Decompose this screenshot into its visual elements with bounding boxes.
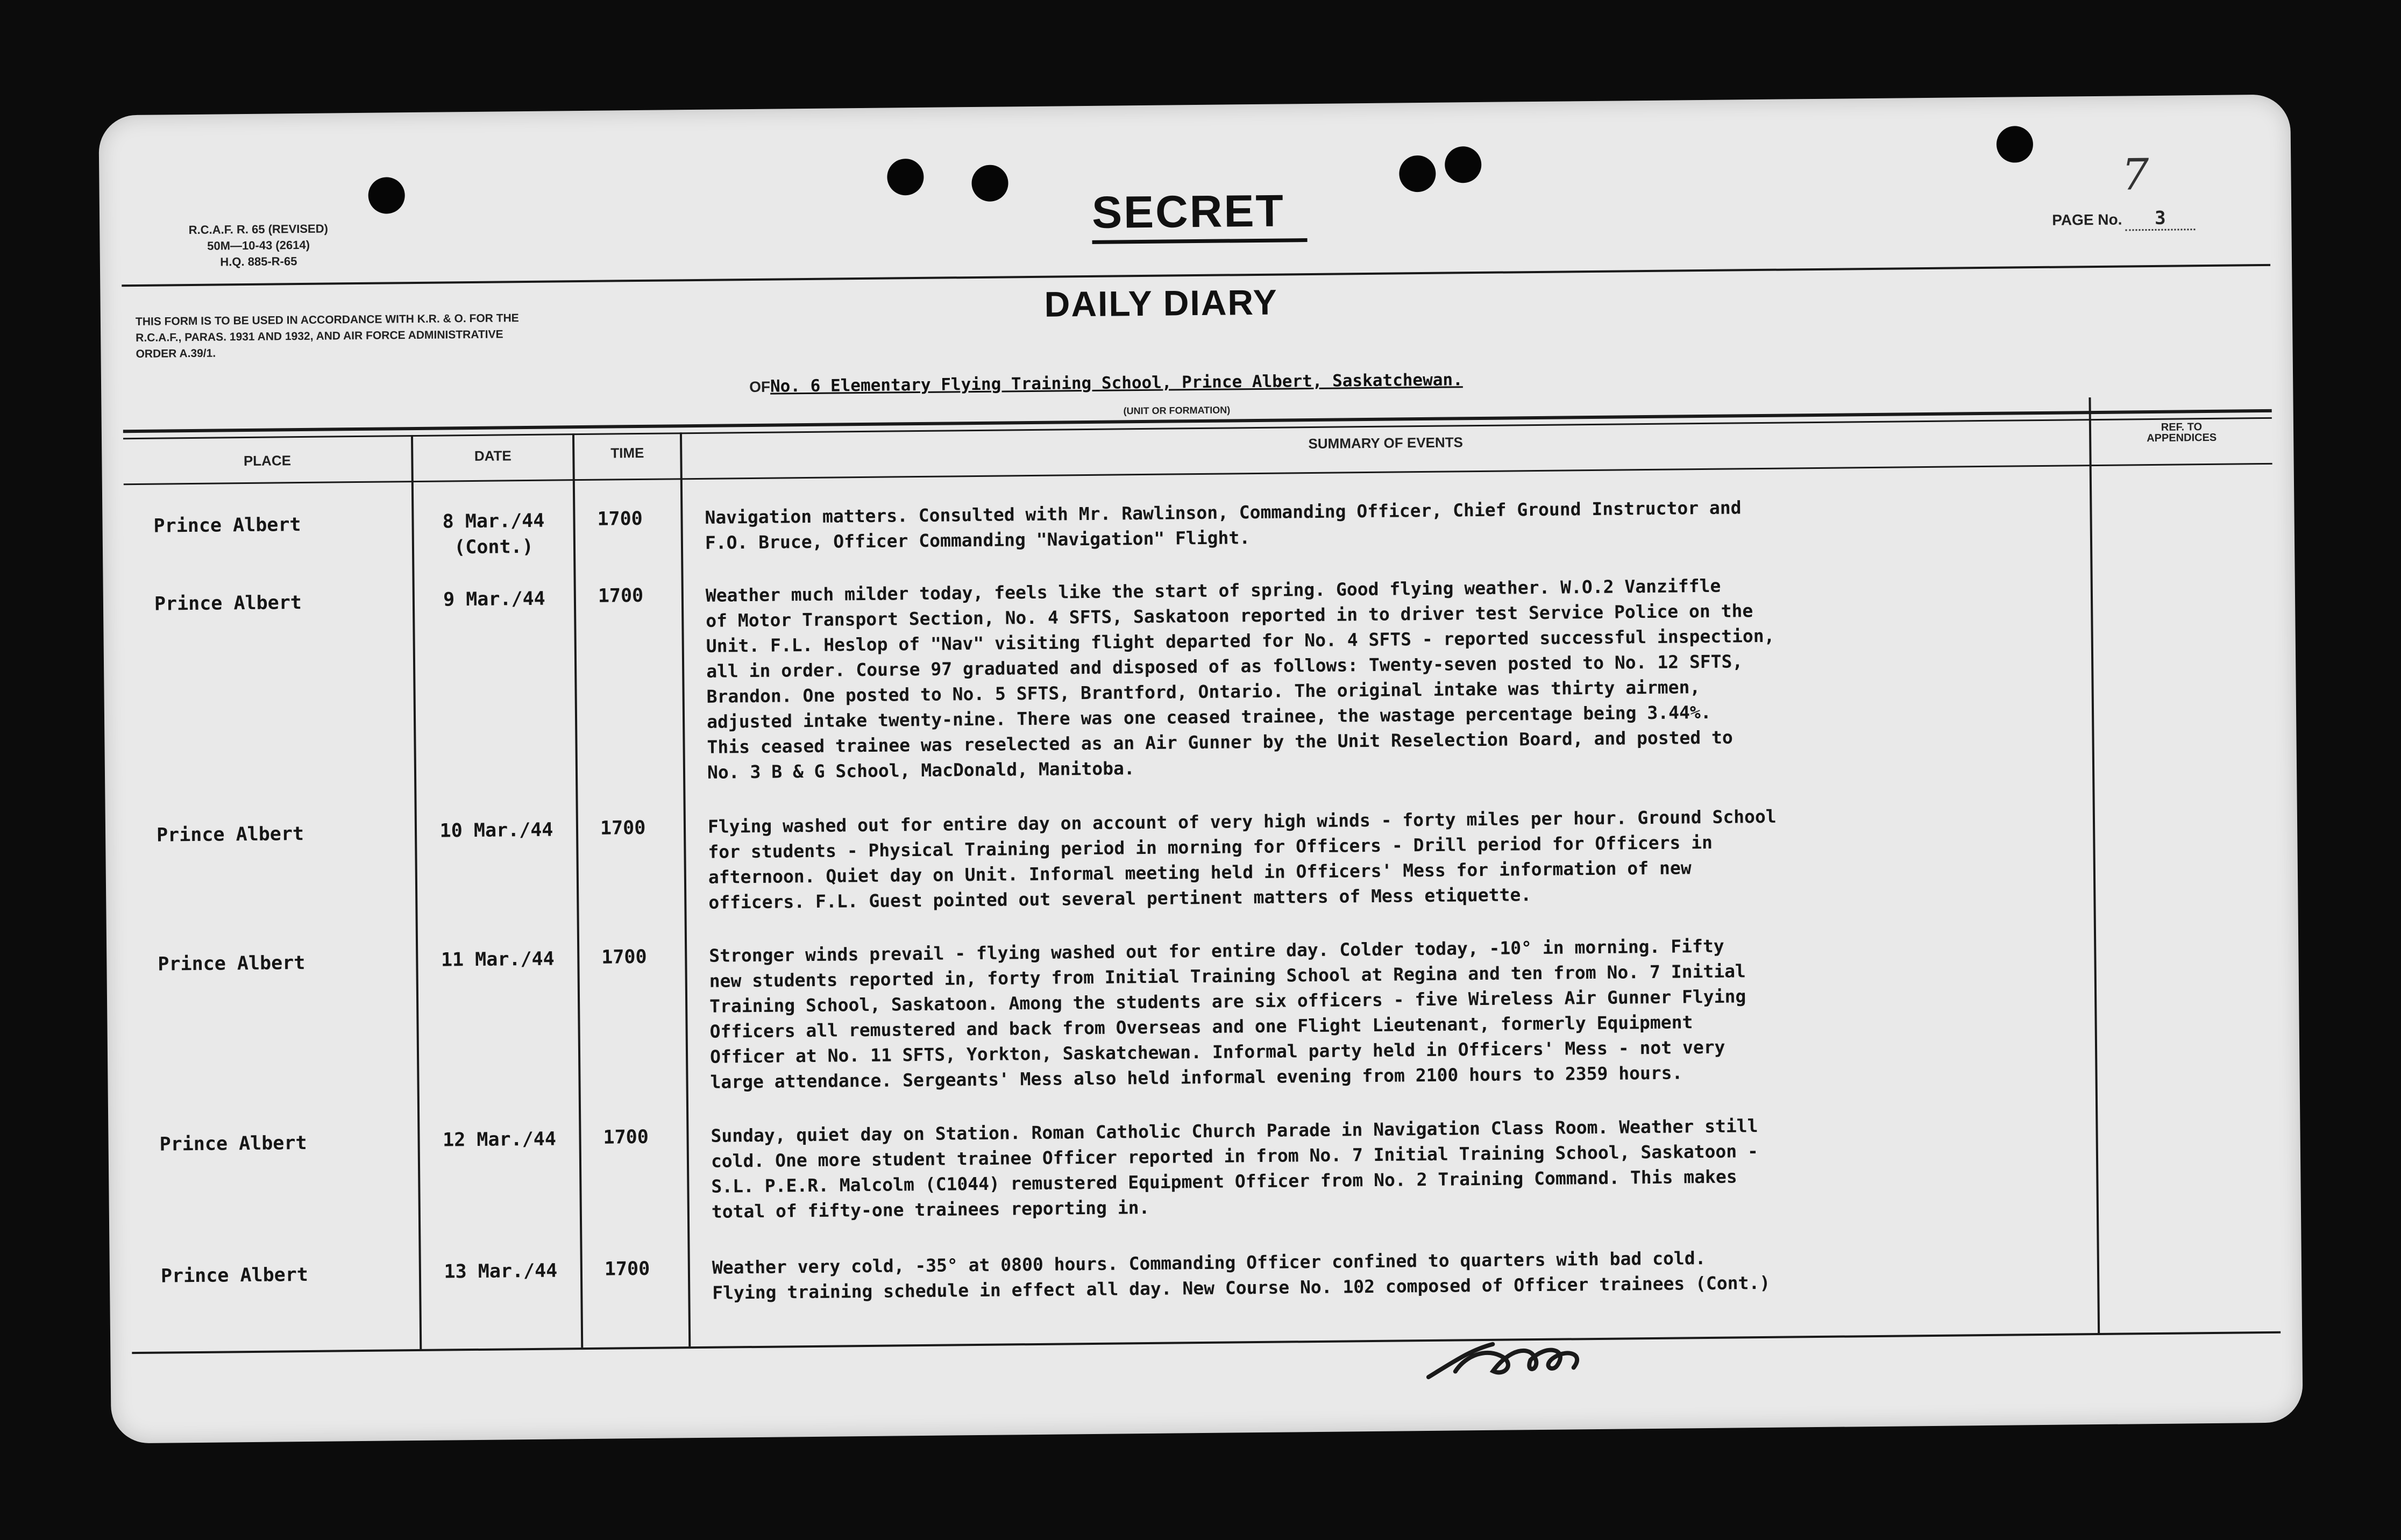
column-divider bbox=[2089, 397, 2100, 1333]
summary-line: No. 3 B & G School, MacDonald, Manitoba. bbox=[707, 758, 1135, 783]
summary-line: afternoon. Quiet day on Unit. Informal meeting held in Officers' Mess for information of new bbox=[708, 857, 1692, 888]
entry-date-note: (Cont.) bbox=[454, 536, 534, 559]
entry-date bbox=[421, 1258, 580, 1285]
entry-date-value: 10 Mar./44 bbox=[439, 819, 553, 842]
entry-date bbox=[415, 586, 574, 613]
column-divider bbox=[572, 433, 583, 1348]
punch-hole bbox=[368, 177, 405, 214]
classification-underline bbox=[1092, 238, 1308, 244]
entry-date-value: 9 Mar./44 bbox=[443, 588, 545, 611]
summary-line: Officers all remustered and back from Overseas and one Flight Lieutenant, formerly Equipment bbox=[709, 1011, 1693, 1042]
entry-place: Prince Albert bbox=[158, 952, 306, 975]
summary-line: Unit. F.L. Heslop of "Nav" visiting flight departed for No. 4 SFTS - reported successful inspection, bbox=[706, 625, 1775, 657]
summary-line: of Motor Transport Section, No. 4 SFTS, Saskatoon reported in to driver test Service Police on the bbox=[706, 600, 1753, 631]
page-number-label: PAGE No. bbox=[2052, 211, 2122, 229]
column-divider bbox=[680, 432, 691, 1346]
summary-line: F.O. Bruce, Officer Commanding "Navigation" Flight. bbox=[705, 527, 1251, 553]
diary-page bbox=[98, 94, 2303, 1443]
entry-time: 1700 bbox=[598, 584, 644, 607]
entry-date-value: 13 Mar./44 bbox=[444, 1260, 558, 1283]
column-header-summary: SUMMARY OF EVENTS bbox=[1308, 434, 1464, 452]
summary-line: total of fifty-one trainees reporting in. bbox=[711, 1196, 1150, 1222]
entry-place: Prince Albert bbox=[156, 823, 304, 846]
unit-name: No. 6 Elementary Flying Training School, Prince Albert, Saskatchewan. bbox=[770, 370, 1463, 396]
column-header-ref-line: REF. TO bbox=[2161, 421, 2203, 433]
summary-line: for students - Physical Training period in morning for Officers - Drill period for Officers in bbox=[708, 831, 1713, 862]
column-header-date: DATE bbox=[474, 447, 512, 464]
entry-time: 1700 bbox=[601, 946, 647, 968]
entry-date bbox=[420, 1126, 579, 1153]
entry-date bbox=[418, 946, 577, 973]
entry-place: Prince Albert bbox=[153, 514, 301, 537]
page-number-value: 3 bbox=[2125, 207, 2195, 231]
summary-line: Flying training schedule in effect all day. New Course No. 102 composed of Officer trainees (Cont.) bbox=[712, 1272, 1771, 1303]
entry-place: Prince Albert bbox=[154, 592, 302, 615]
summary-line: adjusted intake twenty-nine. There was one ceased trainee, the wastage percentage being 3.44%. bbox=[706, 701, 1711, 732]
entry-summary bbox=[708, 801, 2054, 915]
entry-summary bbox=[712, 1242, 2057, 1306]
header-bottom-rule bbox=[124, 463, 2272, 485]
summary-line: Training School, Saskatoon. Among the students are six officers - five Wireless Air Gunner Flying bbox=[709, 986, 1746, 1017]
punch-hole bbox=[887, 159, 924, 196]
entry-date bbox=[414, 508, 573, 561]
entry-date-value: 11 Mar./44 bbox=[441, 948, 555, 971]
entry-summary bbox=[705, 492, 2050, 555]
form-reference bbox=[145, 220, 372, 271]
summary-line: Navigation matters. Consulted with Mr. Rawlinson, Commanding Officer, Chief Ground Instructor and bbox=[705, 497, 1742, 528]
entry-place: Prince Albert bbox=[159, 1132, 307, 1156]
summary-line: Flying washed out for entire day on account of very high winds - forty miles per hour. Ground School bbox=[707, 805, 1777, 837]
form-ref-line: R.C.A.F. R. 65 (REVISED) bbox=[188, 222, 328, 237]
entry-summary bbox=[706, 570, 2052, 785]
column-header-ref bbox=[2091, 421, 2272, 444]
form-ref-line: H.Q. 885-R-65 bbox=[220, 254, 297, 269]
punch-hole bbox=[1997, 126, 2034, 163]
unit-caption: (UNIT OR FORMATION) bbox=[1123, 404, 1231, 417]
page-mark-handwritten: 7 bbox=[2121, 149, 2149, 200]
summary-line: Officer at No. 11 SFTS, Yorkton, Saskatchewan. Informal party held in Officers' Mess - not very bbox=[709, 1036, 1725, 1067]
entry-summary bbox=[709, 930, 2055, 1095]
column-header-time: TIME bbox=[610, 444, 644, 461]
column-divider bbox=[411, 435, 422, 1349]
summary-line: S.L. P.E.R. Malcolm (C1044) remustered Equipment Officer from No. 2 Training Command. This makes bbox=[711, 1166, 1737, 1197]
entry-time: 1700 bbox=[603, 1126, 649, 1149]
page-title: DAILY DIARY bbox=[1044, 282, 1278, 324]
unit-line bbox=[749, 370, 1463, 396]
summary-line: all in order. Course 97 graduated and disposed of as follows: Twenty-seven posted to No. 12 SFTS, bbox=[706, 651, 1743, 682]
entry-date-value: 8 Mar./44 bbox=[442, 510, 545, 533]
column-header-ref-line: APPENDICES bbox=[2147, 431, 2217, 445]
entry-summary bbox=[711, 1110, 2056, 1224]
table-bottom-rule bbox=[132, 1331, 2281, 1354]
summary-line: cold. One more student trainee Officer reported in from No. 7 Initial Training School, Saskatoon - bbox=[711, 1140, 1759, 1172]
page-number bbox=[2052, 207, 2196, 232]
column-header-place: PLACE bbox=[243, 452, 292, 469]
summary-line: Stronger winds prevail - flying washed out for entire day. Colder today, -10° in morning. Fifty bbox=[709, 935, 1724, 966]
entry-time: 1700 bbox=[604, 1258, 650, 1280]
entry-place: Prince Albert bbox=[160, 1264, 309, 1287]
summary-line: Weather very cold, -35° at 0800 hours. Commanding Officer confined to quarters with bad cold. bbox=[712, 1247, 1706, 1278]
summary-line: new students reported in, forty from Initial Training School at Regina and ten from No. 7 Initial bbox=[709, 960, 1746, 992]
summary-line: officers. F.L. Guest pointed out several pertinent matters of Mess etiquette. bbox=[708, 884, 1532, 913]
classification-heading: SECRET bbox=[1091, 185, 1285, 238]
entry-date bbox=[417, 817, 576, 844]
punch-hole bbox=[971, 165, 1008, 202]
form-ref-line: 50M—10-43 (2614) bbox=[207, 238, 310, 253]
handwritten-initials-icon bbox=[1423, 1327, 1601, 1388]
form-instructions: THIS FORM IS TO BE USED IN ACCORDANCE WITH K.R. & O. FOR THE R.C.A.F., PARAS. 1931 AND 1932, AND AIR FORCE ADMINISTRATIVE ORDER A.39/1. bbox=[135, 312, 519, 360]
punch-hole bbox=[1399, 155, 1436, 192]
punch-hole bbox=[1445, 146, 1482, 183]
summary-line: Brandon. One posted to No. 5 SFTS, Brantford, Ontario. The original intake was thirty airmen, bbox=[706, 676, 1701, 707]
summary-line: Sunday, quiet day on Station. Roman Catholic Church Parade in Navigation Class Room. Weather still bbox=[711, 1115, 1758, 1146]
summary-line: Weather much milder today, feels like the start of spring. Good flying weather. W.O.2 Vanziffle bbox=[705, 575, 1721, 606]
unit-of-label: OF bbox=[749, 378, 771, 396]
entry-date-value: 12 Mar./44 bbox=[443, 1128, 557, 1151]
entry-time: 1700 bbox=[597, 508, 643, 530]
summary-line: large attendance. Sergeants' Mess also held informal evening from 2100 hours to 2359 hours. bbox=[710, 1062, 1683, 1093]
summary-line: This ceased trainee was reselected as an Air Gunner by the Unit Reselection Board, and posted to bbox=[707, 726, 1733, 758]
entry-time: 1700 bbox=[600, 817, 646, 839]
